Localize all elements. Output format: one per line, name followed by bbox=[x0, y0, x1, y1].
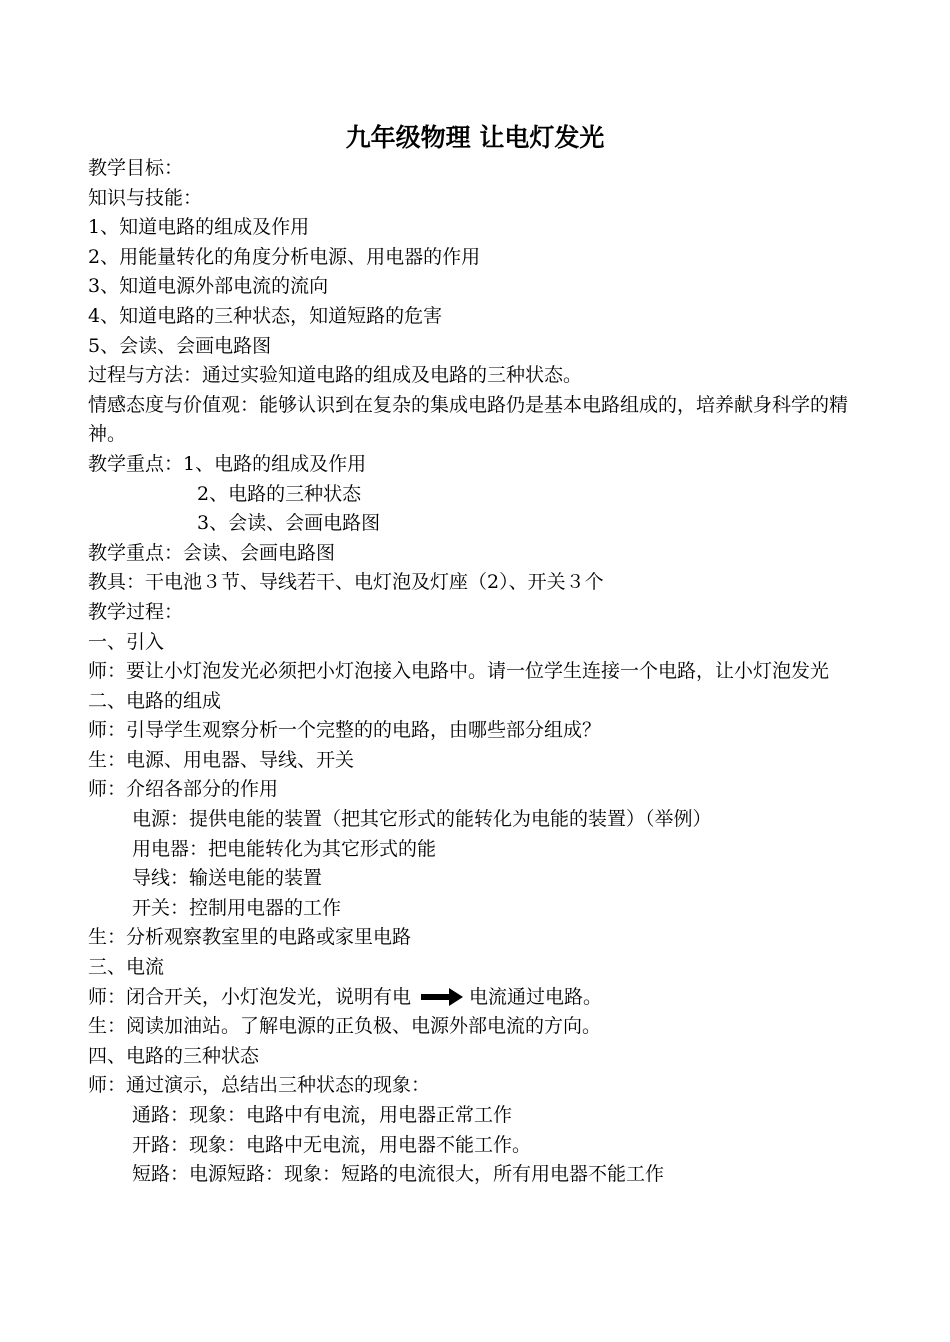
text-line: 师：介绍各部分的作用 bbox=[88, 778, 279, 801]
text-line: 过程与方法：通过实验知道电路的组成及电路的三种状态。 bbox=[88, 364, 583, 387]
text-line: 1、知道电路的组成及作用 bbox=[88, 216, 310, 239]
text-segment: 电流通过电路。 bbox=[469, 985, 603, 1008]
text-line: 短路：电源短路：现象：短路的电流很大，所有用电器不能工作 bbox=[132, 1163, 665, 1186]
text-line: 教学重点：1、电路的组成及作用 bbox=[88, 452, 367, 475]
section-heading: 二、电路的组成 bbox=[88, 689, 222, 712]
document-title: 九年级物理 让电灯发光 bbox=[345, 123, 605, 152]
text-line: 4、知道电路的三种状态，知道短路的危害 bbox=[88, 304, 443, 327]
text-line: 5、会读、会画电路图 bbox=[88, 334, 272, 357]
text-line: 导线：输送电能的装置 bbox=[132, 867, 323, 890]
text-paragraph: 情感态度与价值观：能够认识到在复杂的集成电路仍是基本电路组成的，培养献身科学的精神。 bbox=[88, 393, 849, 446]
text-line: 教学重点：会读、会画电路图 bbox=[88, 541, 336, 564]
text-line: 用电器：把电能转化为其它形式的能 bbox=[132, 837, 437, 860]
text-line: 生：分析观察教室里的电路或家里电路 bbox=[88, 926, 412, 949]
section-heading: 四、电路的三种状态 bbox=[88, 1044, 260, 1067]
text-line: 开关：控制用电器的工作 bbox=[132, 896, 342, 919]
text-line: 知识与技能： bbox=[88, 186, 203, 209]
text-segment: 师：闭合开关，小灯泡发光，说明有电 bbox=[88, 985, 412, 1008]
section-heading: 三、电流 bbox=[88, 956, 165, 979]
text-line: 教学过程： bbox=[88, 600, 184, 623]
text-line: 生：阅读加油站。了解电源的正负极、电源外部电流的方向。 bbox=[88, 1015, 602, 1038]
document-body bbox=[88, 154, 868, 1190]
text-line: 电源：提供电能的装置（把其它形式的能转化为电能的装置）（举例） bbox=[132, 808, 712, 831]
text-line: 3、会读、会画电路图 bbox=[197, 512, 381, 535]
text-line-with-arrow bbox=[88, 983, 868, 1013]
text-line: 师：引导学生观察分析一个完整的的电路，由哪些部分组成？ bbox=[88, 719, 602, 742]
text-paragraph: 师：要让小灯泡发光必须把小灯泡接入电路中。请一位学生连接一个电路，让小灯泡发光 bbox=[88, 660, 830, 683]
text-line: 3、知道电源外部电流的流向 bbox=[88, 275, 329, 298]
text-line: 开路：现象：电路中无电流，用电器不能工作。 bbox=[132, 1133, 532, 1156]
text-line: 2、电路的三种状态 bbox=[197, 482, 362, 505]
right-arrow-icon bbox=[421, 987, 463, 1007]
text-line: 通路：现象：电路中有电流，用电器正常工作 bbox=[132, 1104, 513, 1126]
text-line: 师：通过演示，总结出三种状态的现象： bbox=[88, 1074, 431, 1097]
text-line: 2、用能量转化的角度分析电源、用电器的作用 bbox=[88, 245, 481, 268]
text-line: 生：电源、用电器、导线、开关 bbox=[88, 748, 355, 771]
section-heading: 一、引入 bbox=[88, 630, 165, 653]
text-line: 教具：干电池３节、导线若干、电灯泡及灯座（2）、开关３个 bbox=[88, 571, 604, 594]
text-line: 教学目标： bbox=[88, 157, 184, 179]
